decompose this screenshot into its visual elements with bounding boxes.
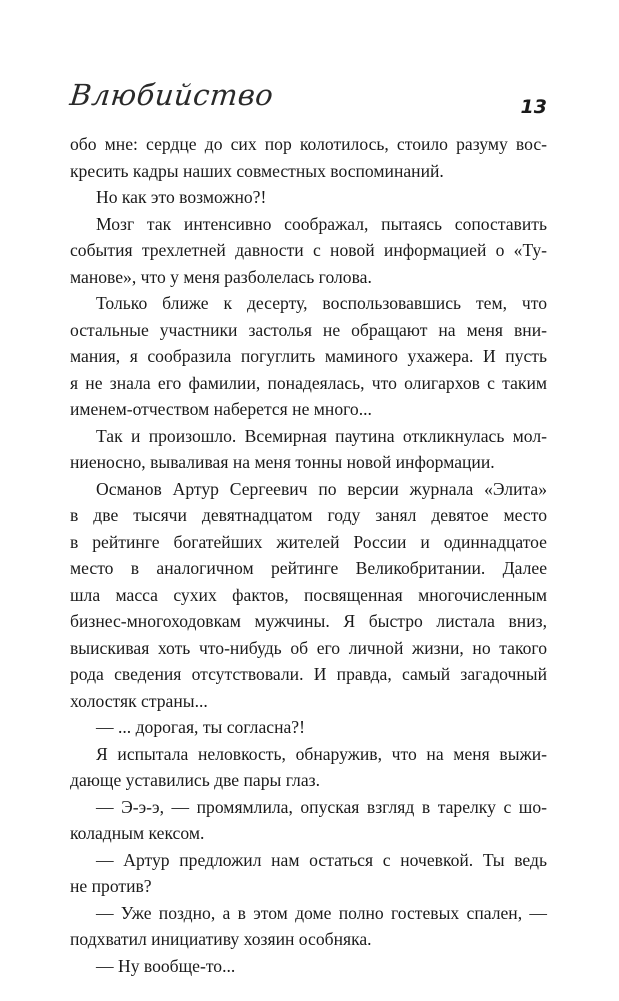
text-line: коладным кексом.: [70, 823, 205, 843]
text-line: — ... дорогая, ты согласна?!: [96, 717, 305, 737]
text-line: именем-отчеством наберется не много...: [70, 399, 372, 419]
body-text: [70, 131, 547, 979]
text-line: Мозг так интенсивно соображал, пытаясь сопоставить: [96, 213, 547, 234]
text-line: — Уже поздно, а в этом доме полно гостевых спален, —: [96, 902, 547, 923]
text-line: Так и произошло. Всемирная паутина откликнулась мол-: [96, 425, 547, 446]
text-line: Я испытала неловкость, обнаружив, что на меня выжи-: [96, 743, 547, 764]
text-line: место в аналогичном рейтинге Великобритании. Далее: [70, 558, 547, 578]
text-line: дающе уставились две пары глаз.: [70, 770, 320, 790]
running-header: [70, 78, 547, 124]
text-line: мания, я сообразила погуглить маминого ухажера. И пусть: [70, 346, 547, 366]
text-line: Османов Артур Сергеевич по версии журнала «Элита»: [96, 478, 547, 499]
text-line: события трехлетней давности с новой информацией о «Ту-: [70, 240, 547, 260]
text-line: я не знала его фамилии, понадеялась, что олигархов с таким: [70, 372, 547, 393]
text-line: Только ближе к десерту, воспользовавшись тем, что: [96, 293, 547, 313]
text-line: не против?: [70, 876, 152, 896]
text-line: манове», что у меня разболелась голова.: [70, 266, 372, 287]
text-line: шла масса сухих фактов, посвященная многочисленным: [70, 584, 547, 605]
text-line: кресить кадры наших совместных воспоминаний.: [70, 160, 444, 181]
text-line: ниеносно, вываливая на меня тонны новой информации.: [70, 452, 495, 472]
text-line: выискивая хоть что-нибудь об его личной жизни, но такого: [70, 637, 547, 658]
text-line: холостяк страны...: [70, 690, 208, 711]
page-number: 13: [520, 96, 547, 118]
text-line: в две тысячи девятнадцатом году занял девятое место: [70, 505, 547, 525]
text-line: подхватил инициативу хозяин особняка.: [70, 929, 372, 949]
book-title: Влюбийство: [68, 78, 276, 112]
text-line: — Ну вообще-то...: [96, 955, 236, 976]
text-line: бизнес-многоходовкам мужчины. Я быстро листала вниз,: [70, 611, 547, 631]
text-line: в рейтинге богатейших жителей России и одиннадцатое: [70, 531, 547, 552]
text-line: обо мне: сердце до сих пор колотилось, стоило разуму вос-: [70, 134, 547, 154]
text-line: — Артур предложил нам остаться с ночевкой. Ты ведь: [96, 849, 547, 870]
text-line: рода сведения отсутствовали. И правда, самый загадочный: [70, 664, 547, 684]
text-line: остальные участники застолья не обращают на меня вни-: [70, 319, 547, 340]
text-line: Но как это возможно?!: [96, 187, 267, 207]
text-line: — Э-э-э, — промямлила, опуская взгляд в тарелку с шо-: [96, 796, 547, 817]
